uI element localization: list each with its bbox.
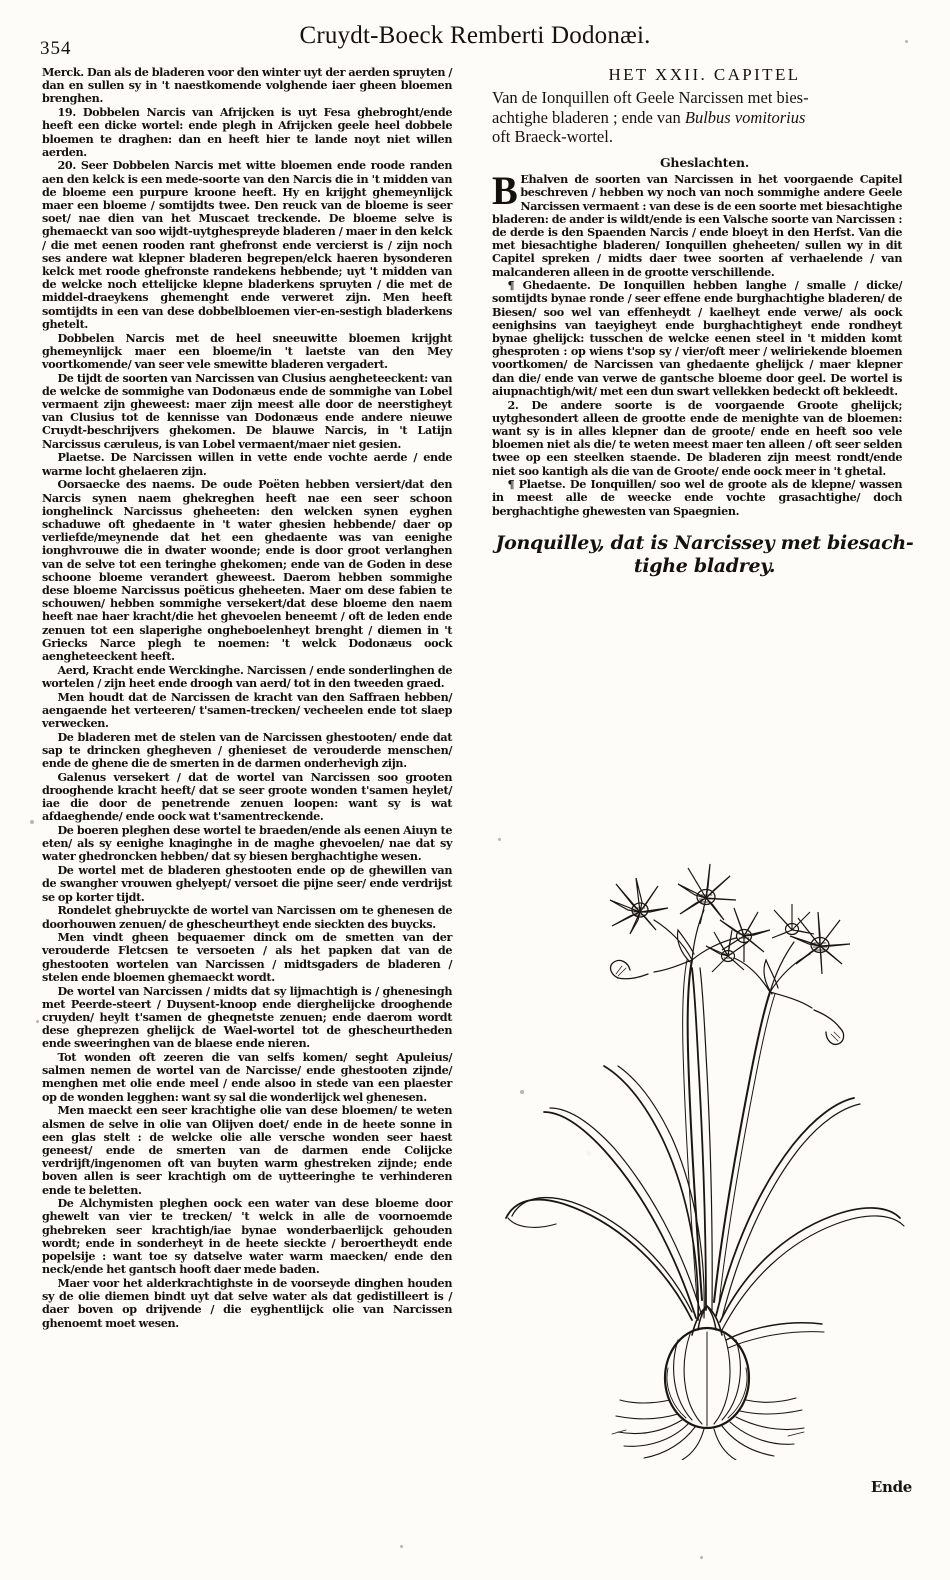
paragraph: ¶ Plaetse. De Ionquillen/ soo wel de groote als de klepne/ wassen in meest alle de weecke ende vochte grasachtighe/ doch berghachtighe ghewesten van Spaegnien. xyxy=(492,477,903,518)
paragraph: Dobbelen Narcis met de heel sneeuwitte bloemen krijght ghemeynlijck maer een bloeme/in 't laetste van den Mey voortkomende/ van seer vele smewitte bladeren vergadert. xyxy=(42,330,453,371)
paper-speck xyxy=(700,1556,703,1559)
paragraph: Rondelet ghebruyckte de wortel van Narcissen om te ghenesen de doorhouwen zenuen/ de ghescheurtheyt ende sieckten des buycks. xyxy=(42,903,453,931)
section-heading-kinds: Gheslachten. xyxy=(659,154,750,170)
figure-caption xyxy=(492,532,917,578)
chapter-subtitle-italic-term: Bulbus vomitorius xyxy=(684,107,806,127)
figure-caption-line2: tighe bladrey. xyxy=(633,554,776,577)
paper-speck xyxy=(498,838,501,841)
chapter-subtitle-line1: Van de Ionquillen oft Geele Narcissen met bies- xyxy=(492,88,809,108)
paragraph xyxy=(492,168,903,279)
catchword: Ende xyxy=(870,1478,912,1496)
paper-speck xyxy=(36,1020,39,1023)
paper-speck xyxy=(30,820,34,824)
paragraph: Men vindt gheen bequaemer dinck om de smetten van der verouderde Fletcsen te versoeten / als het papken dat van de ghestooten wortelen van Narcissen / midtsgaders de bladeren / stelen ende bloemen ghemaeckt wordt. xyxy=(42,930,453,984)
paragraph: De wortel van Narcissen / midts dat sy lijmachtigh is / ghenesingh met Peerde-steert / Duysent-knoop ende dierghelijcke drooghende cruyden/ heylt t'samen de gheqnetste zenuen; ende daerom wordt dese gheprezen ghelijck de Wael-wortel tot de ghescheurtheden ende sweeringhen van de blaese ende nieren. xyxy=(42,983,453,1051)
paragraph: Oorsaecke des naems. De oude Poëten hebben versiert/dat den Narcis synen naem ghekreghen heeft nae een seer schoon ionghelinck Narcissus gheheeten: den welcken synen eyghen schaduwe oft ghedaente in 't water ghesien hebbende/ daer op verliefde/meynende dat het een ghedaente was van eenighe ionghvrouwe die in dwater woonde; ende is door groot verlanghen van de selve tot een teringhe ghekomen; ende van de Goden in dese schoone bloeme verandert gheweest. Daerom hebben sommighe dese bloeme Narcissus poëticus gheheeten. Maer om dese fabien te schouwen/ hebben sommighe versekert/dat dese bloeme den naem heeft nae haer kracht/die het ghevoelen beneemt / oft de leden ende zenuen tot een slaperighe ongheboelenheyt brenght / diemen in 't Griecks Narce plegh te noemen: 't welck Dodonæus oock aengheteeckent heeft. xyxy=(42,477,453,663)
paragraph: De boeren pleghen dese wortel te braeden/ende als eenen Aiuyn te eten/ als sy eenighe knaginghe in de maghe ghevoelen/ nae dat sy water ghedroncken hebben/ dat sy biesen berghachtighe wesen. xyxy=(42,823,453,864)
left-text-column xyxy=(42,66,467,1330)
chapter-subtitle xyxy=(492,88,917,147)
paragraph: Aerd, Kracht ende Werckinghe. Narcissen / ende sonderlinghen de wortelen / zijn heet ende droogh van aerd/ tot in den tweeden graed. xyxy=(42,662,453,690)
figure-caption-line1: Jonquilley, dat is Narcissey met biesach- xyxy=(495,531,914,554)
running-head: Cruydt-Boeck Remberti Dodonæi. xyxy=(299,22,651,49)
paragraph: Men maeckt een seer krachtighe olie van dese bloemen/ te weten alsmen de selve in olie van Olijven doet/ ende in de heete sonne in een glas stelt : de welcke olie alle versche wonden seer haest geneest/ ende de smerten van de darmen ende Colijcke verdrijft/ingenomen oft van buyten warm ghestreken zijnde; ende boven allen is seer krachtigh om de uytteeringhe te verhinderen ende te beletten. xyxy=(42,1103,453,1197)
paper-speck xyxy=(520,1090,524,1094)
drop-cap: B xyxy=(492,168,518,214)
paragraph: Galenus versekert / dat de wortel van Narcissen soo grooten drooghende kracht heeft/ dat se seer groote wonden t'samen heylet/ iae die door de penetrende zenuen loopen: want sy is wat afdaeghende/ ende oock wat t'samentreckende. xyxy=(42,769,453,824)
column-divider xyxy=(478,60,479,800)
paragraph: De tijdt de soorten van Narcissen van Clusius aengheteeckent: van de welcke de sommighe van Dodonæus ende de sommighe van Lobel vermaent zijn gheweest: maer zijn meest alle door de neerstigheyt van Clusius tot de kennisse van Dodonæus ende andere nieuwe Cruydt-beschrijvers ghekomen. De blauwe Narcis, in 't Latijn Narcissus cæruleus, is van Lobel vermaent/maer niet gesien. xyxy=(42,370,453,451)
woodcut-illustration xyxy=(492,820,922,1460)
paragraph-text: Ehalven de soorten van Narcissen in het voorgaende Capitel beschreven / hebben wy noch van noch sommighe andere Geele Narcissen vermaent : van dese is de een soorte met biesachtighe bladeren: de ander is wildt/ende is een Valsche soorte van Narcissen : de derde is den Spaenden Narcis / ende bloeyt in den Herfst. Van die met biesachtighe bladeren/ Ionquillen gheheeten/ sullen wy in dit Capitel spreken / midts daer twee soorten af verhaelende / van malcanderen alleen in de grootte verschillende. xyxy=(492,172,903,279)
paragraph: De Alchymisten pleghen oock een water van dese bloeme door ghewelt van vier te trecken/ 't welck in alle de voornoemde ghebreken seer krachtigh/iae bynae wonderbaerlijck gehouden wordt; ende in sonderheyt in de heete sieckte / beroertheydt ende popelsije : want toe sy datselve water warm maecken/ ende den neck/ende het gantsch hooft daer mede baden. xyxy=(42,1196,453,1277)
paragraph: Tot wonden oft zeeren die van selfs komen/ seght Apuleius/ salmen nemen de wortel van de Narcisse/ ende ghestooten zijnde/ menghen met olie ende meel / ende alsoo in stede van een plaester op de wonden legghen: want sy sal die wonderlijck wel ghenesen. xyxy=(42,1050,453,1104)
paragraph: 20. Seer Dobbelen Narcis met witte bloemen ende roode randen aen den kelck is een mede-soorte van den Narcis die in 't midden van de bloeme een purpure kroone heeft. Hy en krijght ghemeynlijck maer een bloeme / somtijdts twee. Den reuck van de bloeme is seer soet/ nae dien van het Muscaet treckende. De bloeme selve is ghemaeckt van soo wijdt-uytghespreyde bladeren / maer in den kelck / die met eenen rooden rant ghefronst ende vercierst is / zijn noch ses andere wat klepner bladeren begrepen/elck haeren bysonderen kelck met roode ghefronste randekens hebbende; uyt 't midden van de welcke noch ettelijcke klepne bladerkens spruyten / die met de middel-draeykens ghemenght ende verweret zijn. Men heeft somtijdts in een van dese dobbelbloemen vier-en-sestigh bladerkens ghetelt. xyxy=(42,158,453,331)
paragraph: Men houdt dat de Narcissen de kracht van den Saffraen hebben/ aengaende het verteeren/ t'samen-trecken/ vecheelen ende tot slaep verwecken. xyxy=(42,689,453,730)
paragraph: Merck. Dan als de bladeren voor den winter uyt der aerden spruyten / dan en sullen sy in 't naestkomende volghende iaer gheen bloemen brenghen. xyxy=(42,65,453,106)
paragraph: ¶ Ghedaente. De Ionquillen hebben langhe / smalle / dicke/ somtijdts bynae ronde / seer effene ende burghachtighe bladeren/ de Biesen/ soo wel van effenheydt / kaelheyt ende verwe/ als oock eenighsins van taeyigheyt ende burghachtigheyt ende rondheyt bynae ghelijck: tusschen de welcke eenen steel in 't midden komt ghesproten : op wiens t'sop sy / vier/oft meer / weliriekende bloemen voortkomen/ de Narcissen van ghedaente ghelijck / maer klepner dan die/ ende van verwe de gantsche bloeme door geel. De wortel is aiupnachtigh/wit/ met een dun swart vellekken bedeckt oft bekleedt. xyxy=(492,278,903,398)
paper-speck xyxy=(905,40,908,43)
paragraph: Maer voor het alderkrachtighste in de voorseyde dinghen houden sy de olie diemen bindt uyt dat selve water als dat gedistilleert is / daer boven op drijvende / die eyghentlijck olie van Narcissen ghenoemt moet wesen. xyxy=(42,1275,453,1330)
paragraph: De bladeren met de stelen van de Narcissen ghestooten/ ende dat sap te drincken ghegheven / ghenieset de verouderde menschen/ ende de ghene die de smerten in de darmen onderhevigh zijn. xyxy=(42,729,453,771)
chapter-subtitle-line2: achtighe bladeren ; ende van xyxy=(492,107,685,127)
chapter-subtitle-line3: oft Braeck-wortel. xyxy=(492,127,613,147)
chapter-title: HET XXII. CAPITEL xyxy=(608,65,801,84)
right-text-column xyxy=(492,66,917,578)
paper-speck xyxy=(400,1545,403,1548)
paragraph: De wortel met de bladeren ghestooten ende op de ghewillen van de swangher vrouwen ghelyept/ versoet die pijne seer/ ende verdrijst se op korter tijdt. xyxy=(42,863,453,904)
paragraph: Plaetse. De Narcissen willen in vette ende vochte aerde / ende warme locht ghelaeren zijn. xyxy=(42,450,453,478)
folio-number: 354 xyxy=(40,38,72,59)
paragraph: 2. De andere soorte is de voorgaende Groote ghelijck; uytghesondert alleen de grootte ende de menighte van de bloemen: want sy is in alles klepner dan de groote/ ende en heeft soo vele bloemen niet als die/ te weten meest maer ten alleen / oft seer selden twee op een steelken staende. De bladeren zijn meest rondt/ende niet soo kantigh als die van de Groote/ ende oock meer in 't ghetal. xyxy=(492,397,903,478)
paragraph: 19. Dobbelen Narcis van Afrijcken is uyt Fesa ghebroght/ende heeft een dicke wortel: ende plegh in Afrijcken geele heel dobbele bloemen te draghen: dan en heeft hier te lande noyt niet willen aerden. xyxy=(42,105,453,159)
